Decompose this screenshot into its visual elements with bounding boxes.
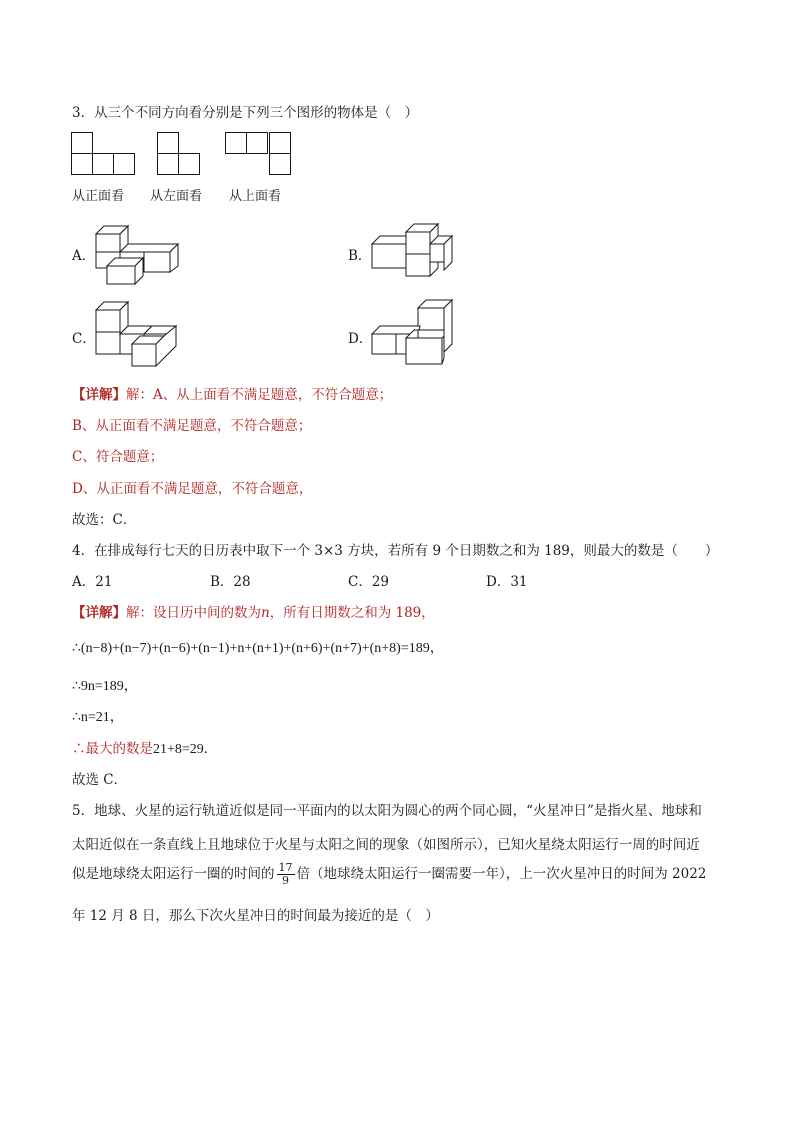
top-view-figure <box>225 132 293 176</box>
q4-detail-tag: 【详解】 <box>72 605 126 621</box>
option-d-label: D． <box>348 331 373 347</box>
option-c-figure <box>94 298 184 370</box>
fraction: $\frac{17}{9}$ <box>278 861 293 887</box>
q3-answer: 故选：C． <box>72 512 137 528</box>
option-c-label: C． <box>72 331 96 347</box>
view-label-top: 从上面看 <box>229 189 282 204</box>
q4-choice-a: A．21 <box>72 574 113 590</box>
q4-equation-2: ∴9n=189， <box>72 679 138 694</box>
option-a-label: A． <box>72 248 96 264</box>
front-view-figure <box>71 132 137 176</box>
q4-choice-b: B．28 <box>210 574 251 590</box>
q3-detail-line-4: D、从正面看不满足题意，不符合题意， <box>72 481 313 497</box>
q3-detail-line-1: 【详解】解：A、从上面看不满足题意，不符合题意； <box>72 387 393 403</box>
option-b-label: B． <box>348 248 372 264</box>
left-view-figure <box>157 132 203 176</box>
option-d-figure <box>370 298 460 370</box>
q4-equation-4: ∴最大的数是21+8=29． <box>72 741 218 757</box>
option-a-figure <box>94 214 184 286</box>
q4-detail-intro: 【详解】解：设日历中间的数为n，所有日期数之和为 189， <box>72 605 435 621</box>
q4-choice-d: D．31 <box>486 574 528 590</box>
option-b-figure <box>370 222 460 282</box>
q4-equation-3: ∴n=21， <box>72 710 124 725</box>
q3-stem: 3．从三个不同方向看分别是下列三个图形的物体是（ ） <box>72 105 419 121</box>
q4-answer: 故选 C． <box>72 772 128 788</box>
q3-detail-tag: 【详解】 <box>72 387 126 403</box>
q5-line-1: 5．地球、火星的运行轨道近似是同一平面内的以太阳为圆心的两个同心圆，“火星冲日”是指火星、地球和 <box>72 803 702 819</box>
q3-detail-line-2: B、从正面看不满足题意，不符合题意； <box>72 418 312 434</box>
q5-line-4: 年 12 月 8 日，那么下次火星冲日的时间最为接近的是（ ） <box>72 908 439 924</box>
view-label-left: 从左面看 <box>150 189 203 204</box>
view-label-front: 从正面看 <box>72 189 125 204</box>
q4-stem: 4．在排成每行七天的日历表中取下一个 3×3 方块，若所有 9 个日期数之和为 189，则最大的数是（ ） <box>72 543 719 559</box>
q4-equation-1: ∴(n−8)+(n−7)+(n−6)+(n−1)+n+(n+1)+(n+6)+(n+7)+(n+8)=189， <box>72 641 444 656</box>
q5-line-2: 太阳近似在一条直线上且地球位于火星与太阳之间的现象（如图所示），已知火星绕太阳运行一周的时间近 <box>72 837 700 853</box>
q3-detail-line-3: C、符合题意； <box>72 449 164 465</box>
q5-line-3: 似是地球绕太阳运行一圈的时间的 $\frac{17}{9}$ 倍（地球绕太阳运行一圈需要一年），上一次火星冲日的时间为 2022 <box>72 861 707 887</box>
q4-choice-c: C．29 <box>348 574 390 590</box>
